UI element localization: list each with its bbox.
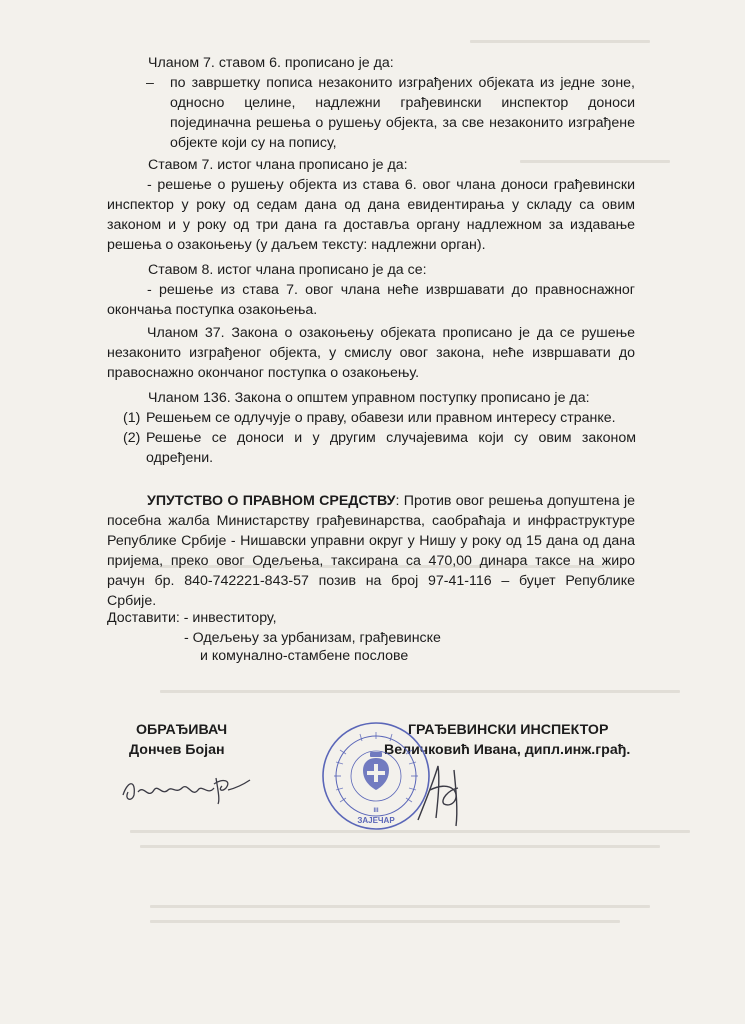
para1-intro: Чланом 7. ставом 6. прописано је да:	[148, 55, 394, 71]
list-item-number: (1)	[123, 410, 141, 426]
bleed-through-line	[160, 690, 680, 693]
stamp-city: ЗАЈЕЧАР	[357, 816, 395, 825]
list-item-text: Решење се доноси и у другим случајевима који су овим законом одређени.	[146, 430, 636, 466]
para1-dash: –	[146, 75, 154, 91]
para3-intro: Ставом 8. истог члана прописано је да се:	[148, 262, 427, 278]
bleed-through-line	[150, 905, 650, 908]
inspector-name: Величковић Ивана, дипл.инж.грађ.	[384, 742, 631, 758]
para5-intro: Чланом 136. Закона о општем управном поступку прописано је да:	[148, 390, 590, 406]
processor-name: Дончев Бојан	[129, 742, 225, 758]
bleed-through-line	[150, 920, 620, 923]
legal-remedy-paragraph	[107, 491, 635, 611]
processor-title: ОБРАЂИВАЧ	[136, 722, 228, 738]
deliver-line-2: - Одељењу за урбанизам, грађевинске	[184, 630, 441, 646]
para1-item: по завршетку пописа незаконито изграђених објеката из једне зоне, односно целине, надлежни грађевински инспектор доноси појединачна решења о рушењу објекта, за све незаконито изграђене објекте који су на попису,	[170, 75, 635, 151]
list-item-text: Решењем се одлучује о праву, обавези или правном интересу странке.	[146, 410, 616, 426]
deliver-line-3: и комунално-стамбене послове	[200, 648, 409, 664]
bleed-through-line	[140, 845, 660, 848]
para3-text: - решење из става 7. овог члана неће извршавати до правноснажног окончања поступка озакоњења.	[107, 282, 635, 318]
legal-remedy-heading: УПУТСТВО О ПРАВНОМ СРЕДСТВУ	[147, 493, 396, 509]
legal-remedy-text: : Против овог решења допуштена је посебна жалба Министарству грађевинарства, саобраћаја и инфраструктуре Републике Србије - Нишавски управни округ у Нишу у року од 15 дана од дана пријема, преко овог Одељења, таксирана са 470,00 динара таксе на жиро рачун бр. 840-742221-843-57 позив на број 97-41-116 – буџет Републике Србије.	[107, 493, 636, 609]
bleed-through-line	[520, 160, 670, 163]
bleed-through-line	[470, 40, 650, 43]
processor-signature	[118, 770, 258, 810]
para2-text: - решење о рушењу објекта из става 6. овог члана доноси грађевински инспектор у року од седам дана од дана евидентирања у складу са овим законом и у року од три дана га доставља органу надлежном за издавање решења о озакоњењу (у даљем тексту: надлежни орган).	[107, 177, 635, 253]
deliver-label: Доставити: - инвеститору,	[107, 610, 277, 626]
inspector-signature	[408, 760, 488, 830]
stamp-number: III	[373, 808, 379, 814]
para2-intro: Ставом 7. истог члана прописано је да:	[148, 157, 408, 173]
para4-text: Чланом 37. Закона о озакоњењу објеката прописано је да се рушење незаконито изграђеног објекта, у смислу овог закона, неће извршавати до правоснажно окончаног поступка о озакоњењу.	[107, 325, 635, 381]
inspector-title: ГРАЂЕВИНСКИ ИНСПЕКТОР	[408, 722, 609, 738]
list-item-number: (2)	[123, 430, 141, 446]
